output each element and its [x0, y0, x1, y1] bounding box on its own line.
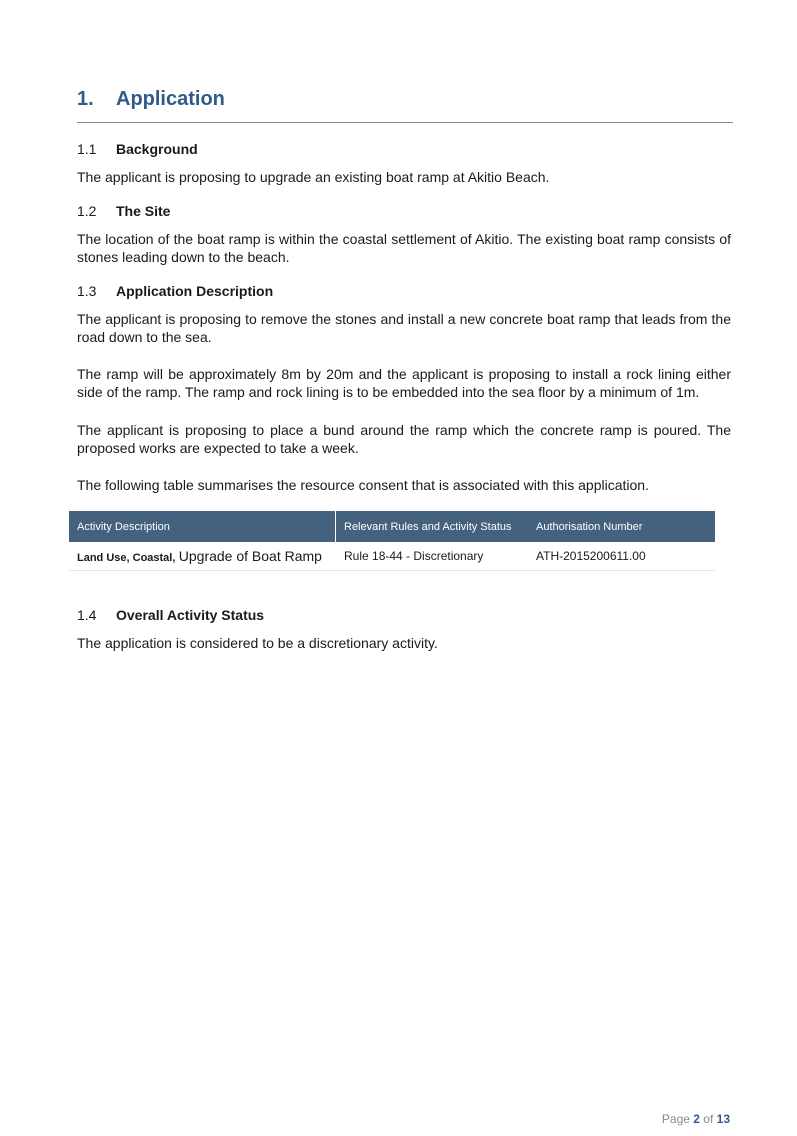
page-number	[662, 1112, 730, 1126]
subheading-status	[77, 607, 264, 623]
subheading-site	[77, 203, 170, 219]
description-paragraph-4: The following table summarises the resource consent that is associated with this application.	[77, 477, 649, 493]
activity-type: Land Use, Coastal,	[77, 552, 176, 564]
section-heading-title: Application	[116, 88, 225, 110]
subheading-title: Overall Activity Status	[116, 607, 265, 623]
description-paragraph-1: The applicant is proposing to remove the stones and install a new concrete boat ramp that leads from the road down to the sea.	[77, 311, 731, 345]
table-header-authorisation: Authorisation Number	[536, 520, 643, 533]
table-row	[69, 542, 715, 571]
description-paragraph-3: The applicant is proposing to place a bund around the ramp which the concrete ramp is poured. The proposed works are expected to take a week.	[77, 422, 731, 456]
site-paragraph: The location of the boat ramp is within the coastal settlement of Akitio. The existing boat ramp consists of stones leading down to the beach.	[77, 231, 731, 265]
table-cell-authorisation: ATH-2015200611.00	[536, 549, 646, 563]
subheading-title: The Site	[116, 203, 171, 219]
subheading-number: 1.4	[77, 607, 97, 623]
table-cell-activity	[69, 548, 336, 564]
background-paragraph: The applicant is proposing to upgrade an existing boat ramp at Akitio Beach.	[77, 169, 550, 185]
page-number-current: 2	[693, 1112, 700, 1126]
section-heading-number: 1.	[77, 88, 94, 110]
table-header-rules: Relevant Rules and Activity Status	[344, 520, 512, 533]
subheading-number: 1.1	[77, 141, 97, 157]
table-header-row	[69, 511, 715, 542]
subheading-number: 1.2	[77, 203, 97, 219]
heading-divider	[77, 122, 733, 123]
status-paragraph: The application is considered to be a discretionary activity.	[77, 635, 438, 651]
activity-name: Upgrade of Boat Ramp	[178, 548, 322, 564]
subheading-number: 1.3	[77, 283, 97, 299]
page-number-total: 13	[716, 1112, 730, 1126]
section-heading	[77, 88, 733, 111]
description-paragraph-2: The ramp will be approximately 8m by 20m and the applicant is proposing to install a rock lining either side of the ramp. The ramp and rock lining is to be embedded into the sea floor by a minimum of 1m.	[77, 366, 731, 400]
subheading-background	[77, 141, 198, 157]
consent-table	[69, 511, 715, 571]
page-number-of: of	[699, 1112, 717, 1126]
table-cell-rule: Rule 18-44 - Discretionary	[344, 549, 484, 563]
subheading-title: Application Description	[116, 283, 274, 299]
page-number-prefix: Page	[661, 1112, 694, 1126]
subheading-title: Background	[116, 141, 198, 157]
table-header-activity: Activity Description	[69, 511, 336, 542]
subheading-description	[77, 283, 273, 299]
